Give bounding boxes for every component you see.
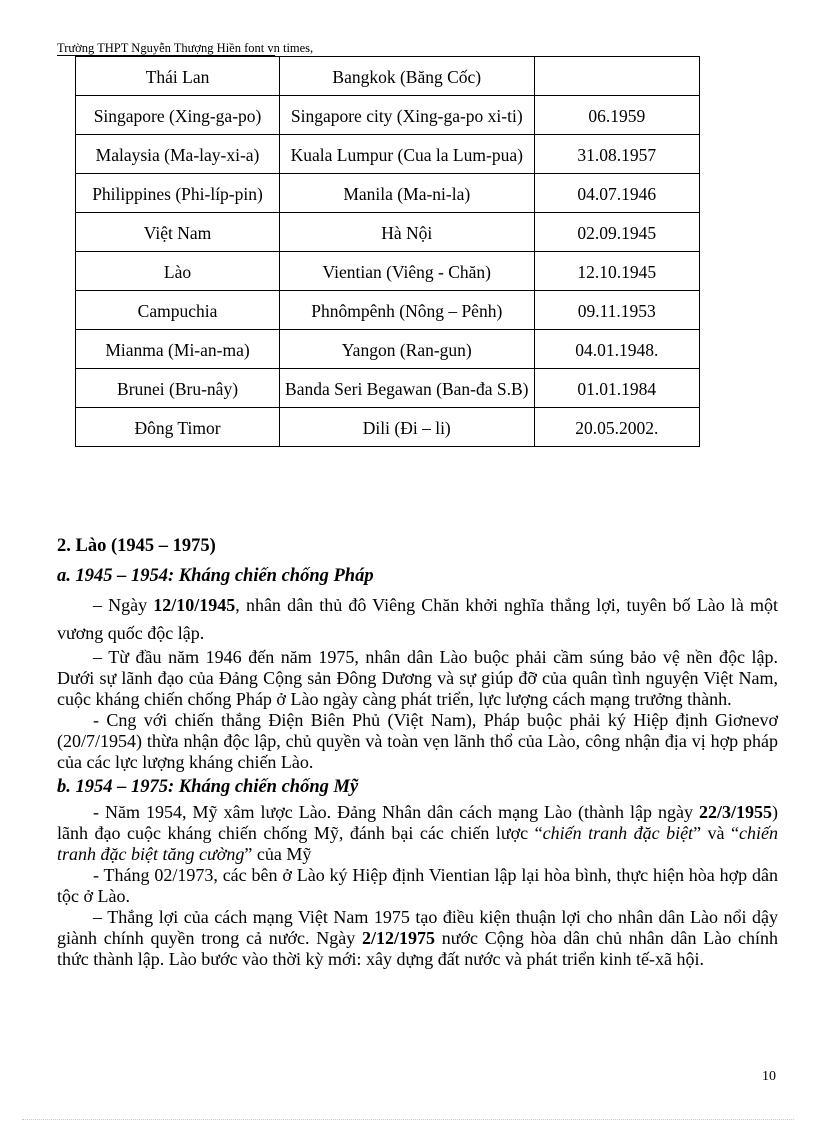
- text: ) lãnh đạo cuộc kháng chiến chống Mỹ, đánh bại các chiến lược “: [57, 802, 778, 843]
- country-cell: Singapore (Xing-ga-po): [76, 96, 280, 135]
- page-bottom-border: [22, 1119, 794, 1120]
- subsection-b-title: b. 1954 – 1975: Kháng chiến chống Mỹ: [57, 777, 359, 797]
- table-row: [76, 291, 700, 330]
- date-highlight: 2/12/1975: [361, 928, 435, 948]
- independence-date-cell: 20.05.2002.: [534, 408, 700, 447]
- independence-date-cell: 12.10.1945: [534, 252, 700, 291]
- paragraph-a1: [57, 591, 778, 647]
- country-cell: Việt Nam: [76, 213, 280, 252]
- text: – Thắng lợi của cách mạng Việt Nam 1975 tạo điều kiện thuận lợi cho nhân dân Lào nổi dậy giành chính quyền trong cả nước. Ngày: [57, 907, 778, 948]
- table-row: [76, 96, 700, 135]
- capital-cell: Dili (Đi – li): [280, 408, 534, 447]
- country-cell: Mianma (Mi-an-ma): [76, 330, 280, 369]
- table-row: [76, 213, 700, 252]
- country-cell: Lào: [76, 252, 280, 291]
- text: - Năm 1954, Mỹ xâm lược Lào. Đảng Nhân dân cách mạng Lào (thành lập ngày: [93, 802, 699, 822]
- country-cell: Đông Timor: [76, 408, 280, 447]
- subsection-a-title: a. 1945 – 1954: Kháng chiến chống Pháp: [57, 566, 374, 586]
- paragraph-a2: – Từ đầu năm 1946 đến năm 1975, nhân dân Lào buộc phải cầm súng bảo vệ nền độc lập. Dưới sự lãnh đạo của Đảng Cộng sản Đông Dương và sự giúp đỡ của quân tình nguyện Việt Nam, cuộc kháng chiến chống Pháp ở Lào ngày càng phát triển, lực lượng cách mạng trưởng thành.: [57, 647, 778, 709]
- page-number: 10: [762, 1069, 776, 1084]
- independence-date-cell: 02.09.1945: [534, 213, 700, 252]
- table-row: [76, 252, 700, 291]
- text: nước Cộng hòa dân chủ nhân dân Lào chính thức thành lập. Lào bước vào thời kỳ mới: xây dựng đất nước và phát triển kinh tế-xã hội.: [57, 928, 778, 969]
- paragraph-a3: - Cng với chiến thắng Điện Biên Phủ (Việt Nam), Pháp buộc phải ký Hiệp định Giơnevơ (20/7/1954) thừa nhận độc lập, chủ quyền và toàn vẹn lãnh thổ của Lào, công nhận địa vị hợp pháp của các lực lượng kháng chiến Lào.: [57, 710, 778, 772]
- table-row: [76, 135, 700, 174]
- table-row: [76, 57, 700, 96]
- capital-cell: Banda Seri Begawan (Ban-đa S.B): [280, 369, 534, 408]
- table-row: [76, 330, 700, 369]
- capital-cell: Yangon (Ran-gun): [280, 330, 534, 369]
- header-text: Trường THPT Nguyễn Thượng Hiền font vn times,: [57, 41, 314, 55]
- independence-date-cell: 06.1959: [534, 96, 700, 135]
- independence-date-cell: 04.01.1948.: [534, 330, 700, 369]
- countries-table: [75, 56, 700, 447]
- text: ” của Mỹ: [244, 844, 312, 864]
- capital-cell: Phnômpênh (Nông – Pênh): [280, 291, 534, 330]
- independence-date-cell: 09.11.1953: [534, 291, 700, 330]
- country-cell: Brunei (Bru-nây): [76, 369, 280, 408]
- strategy-term: chiến tranh đặc biệt: [542, 823, 694, 843]
- date-highlight: 12/10/1945: [153, 595, 236, 615]
- capital-cell: Singapore city (Xing-ga-po xi-ti): [280, 96, 534, 135]
- capital-cell: Bangkok (Băng Cốc): [280, 57, 534, 96]
- country-cell: Thái Lan: [76, 57, 280, 96]
- capital-cell: Manila (Ma-ni-la): [280, 174, 534, 213]
- strategy-term: chiến tranh đặc biệt tăng cường: [57, 823, 779, 864]
- table-row: [76, 174, 700, 213]
- paragraph-b3: [57, 907, 778, 970]
- date-highlight: 22/3/1955: [698, 802, 772, 822]
- capital-cell: Kuala Lumpur (Cua la Lum-pua): [280, 135, 534, 174]
- page-header: [57, 40, 313, 56]
- text: – Ngày: [93, 595, 154, 615]
- independence-date-cell: 04.07.1946: [534, 174, 700, 213]
- text: ” và “: [693, 823, 740, 843]
- country-cell: Philippines (Phi-líp-pin): [76, 174, 280, 213]
- capital-cell: Vientian (Viêng - Chăn): [280, 252, 534, 291]
- table-row: [76, 408, 700, 447]
- section-title: 2. Lào (1945 – 1975): [57, 536, 216, 556]
- independence-date-cell: 31.08.1957: [534, 135, 700, 174]
- text: , nhân dân thủ đô Viêng Chăn khởi nghĩa thắng lợi, tuyên bố Lào là một vương quốc độc lập.: [57, 595, 778, 643]
- country-cell: Malaysia (Ma-lay-xi-a): [76, 135, 280, 174]
- independence-date-cell: 01.01.1984: [534, 369, 700, 408]
- table-body: [76, 57, 700, 447]
- paragraph-b1: [57, 802, 778, 865]
- paragraph-b2: - Tháng 02/1973, các bên ở Lào ký Hiệp định Vientian lập lại hòa bình, thực hiện hòa hợp dân tộc ở Lào.: [57, 865, 778, 906]
- country-cell: Campuchia: [76, 291, 280, 330]
- main-content: [57, 530, 778, 970]
- capital-cell: Hà Nội: [280, 213, 534, 252]
- table-row: [76, 369, 700, 408]
- independence-date-cell: [534, 57, 700, 96]
